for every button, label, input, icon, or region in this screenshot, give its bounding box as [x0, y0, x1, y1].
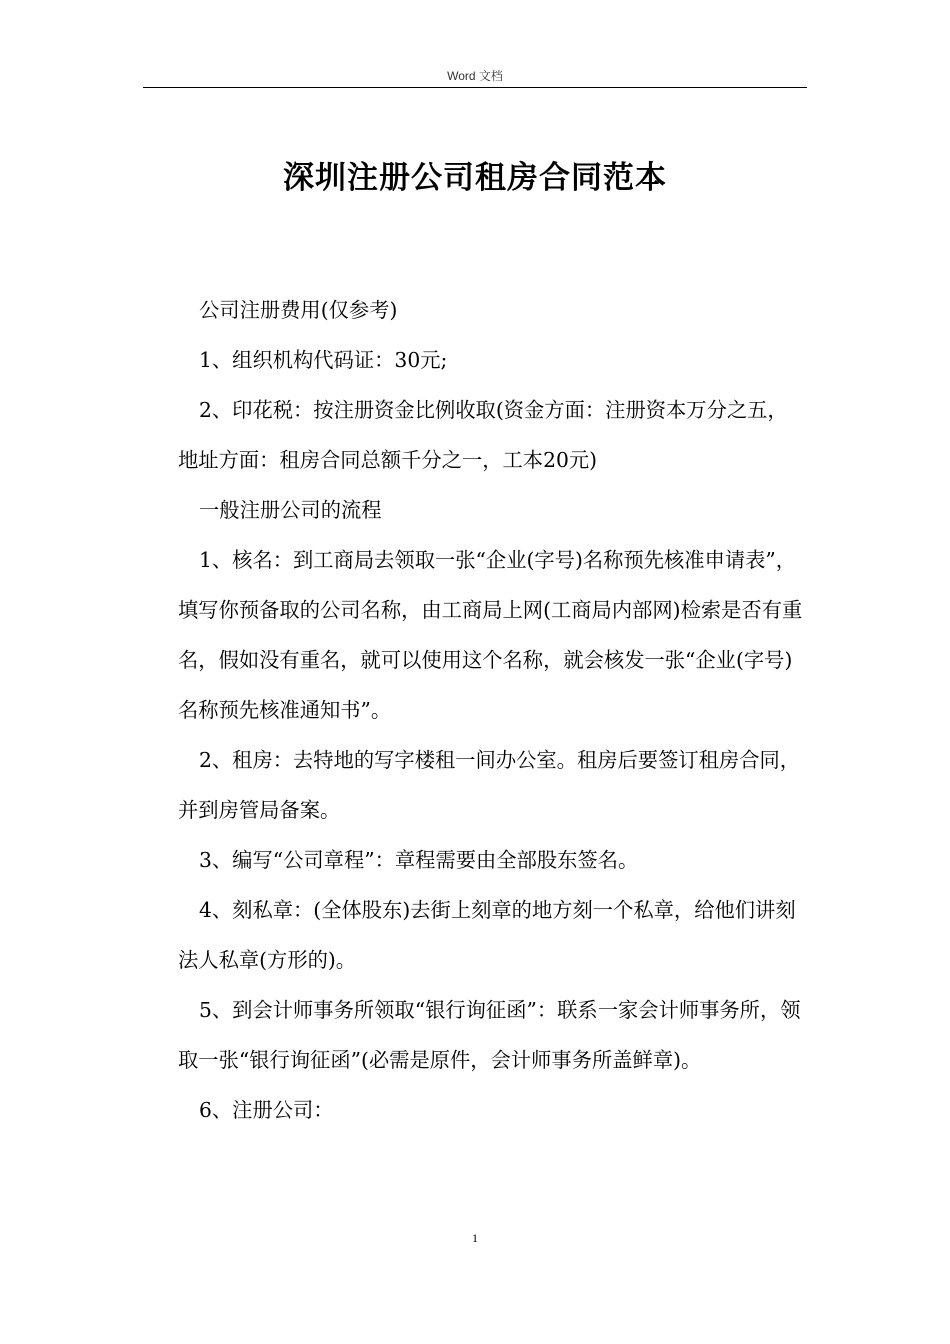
paragraph-process-heading: 一般注册公司的流程: [199, 498, 382, 522]
header-divider: [143, 87, 807, 88]
paragraph-step-4: 4、刻私章：(全体股东)去街上刻章的地方刻一个私章，给他们讲刻法人私章(方形的)。: [178, 898, 796, 972]
paragraph-step-5: 5、到会计师事务所领取“银行询征函”：联系一家会计师事务所，领取一张“银行询征函”(必需是原件，会计师事务所盖鲜章)。: [178, 998, 801, 1072]
document-body: [178, 285, 806, 1135]
page-header-label: Word 文档: [447, 69, 503, 83]
document-title: 深圳注册公司租房合同范本: [283, 160, 667, 196]
paragraph-fee-item-1: 1、组织机构代码证：30元;: [199, 348, 448, 372]
paragraph-fee-item-2: 2、印花税：按注册资金比例收取(资金方面：注册资本万分之五，地址方面：租房合同总额千分之一，工本20元): [178, 398, 788, 472]
paragraph-step-2: 2、租房：去特地的写字楼租一间办公室。租房后要签订租房合同，并到房管局备案。: [178, 748, 801, 822]
page-number: 1: [472, 1231, 478, 1245]
paragraph-step-1: 1、核名：到工商局去领取一张“企业(字号)名称预先核准申请表”，填写你预备取的公司名称，由工商局上网(工商局内部网)检索是否有重名，假如没有重名，就可以使用这个名称，就会核发一张“企业(字号)名称预先核准通知书”。: [178, 548, 803, 722]
paragraph-fee-heading: 公司注册费用(仅参考): [199, 298, 398, 322]
paragraph-step-6: 6、注册公司：: [199, 1098, 334, 1122]
paragraph-step-3: 3、编写“公司章程”：章程需要由全部股东签名。: [199, 848, 639, 872]
